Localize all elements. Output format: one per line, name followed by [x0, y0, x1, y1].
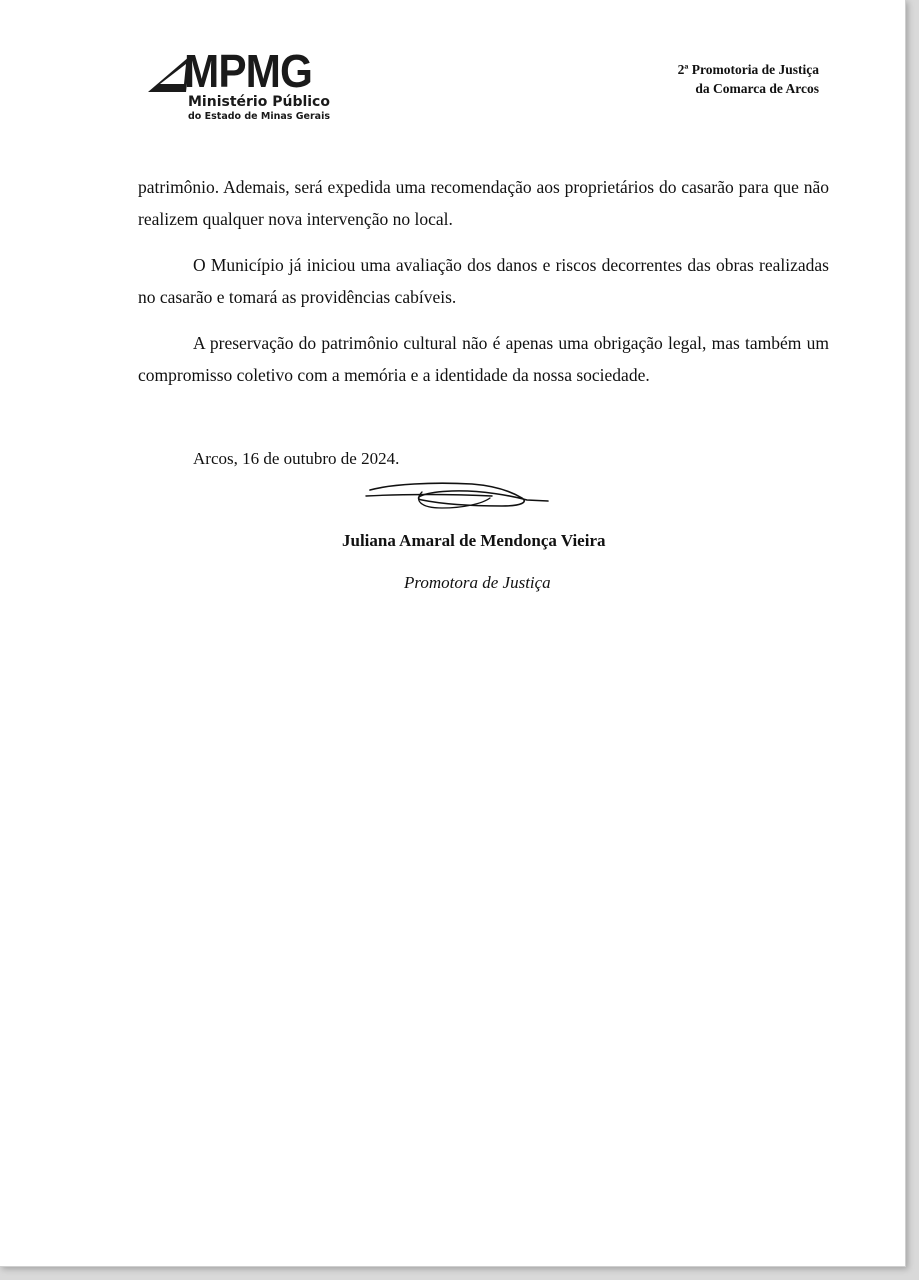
logo-institution-name: Ministério Público [188, 94, 330, 110]
date-line: Arcos, 16 de outubro de 2024. [193, 449, 400, 468]
office-heading [678, 60, 819, 98]
logo-institution-subtitle: do Estado de Minas Gerais [188, 111, 331, 122]
paragraph-1: patrimônio. Ademais, será expedida uma recomendação aos proprietários do casarão para que não realizem qualquer nova intervenção no local. [138, 177, 829, 229]
handwritten-signature [362, 474, 557, 524]
letter-body [138, 171, 829, 405]
paragraph-3: A preservação do patrimônio cultural não é apenas uma obrigação legal, mas também um compromisso coletivo com a memória e a identidade da nossa sociedade. [138, 333, 829, 385]
signer-role: Promotora de Justiça [404, 573, 551, 592]
office-line-2: da Comarca de Arcos [695, 81, 819, 96]
signer-name: Juliana Amaral de Mendonça Vieira [342, 531, 606, 550]
mpmg-logo [146, 45, 346, 130]
logo-acronym: MPMG [184, 45, 312, 97]
paragraph-2: O Município já iniciou uma avaliação dos danos e riscos decorrentes das obras realizadas no casarão e tomará as providências cabíveis. [138, 255, 829, 307]
office-line-1: 2ª Promotoria de Justiça [677, 62, 819, 77]
